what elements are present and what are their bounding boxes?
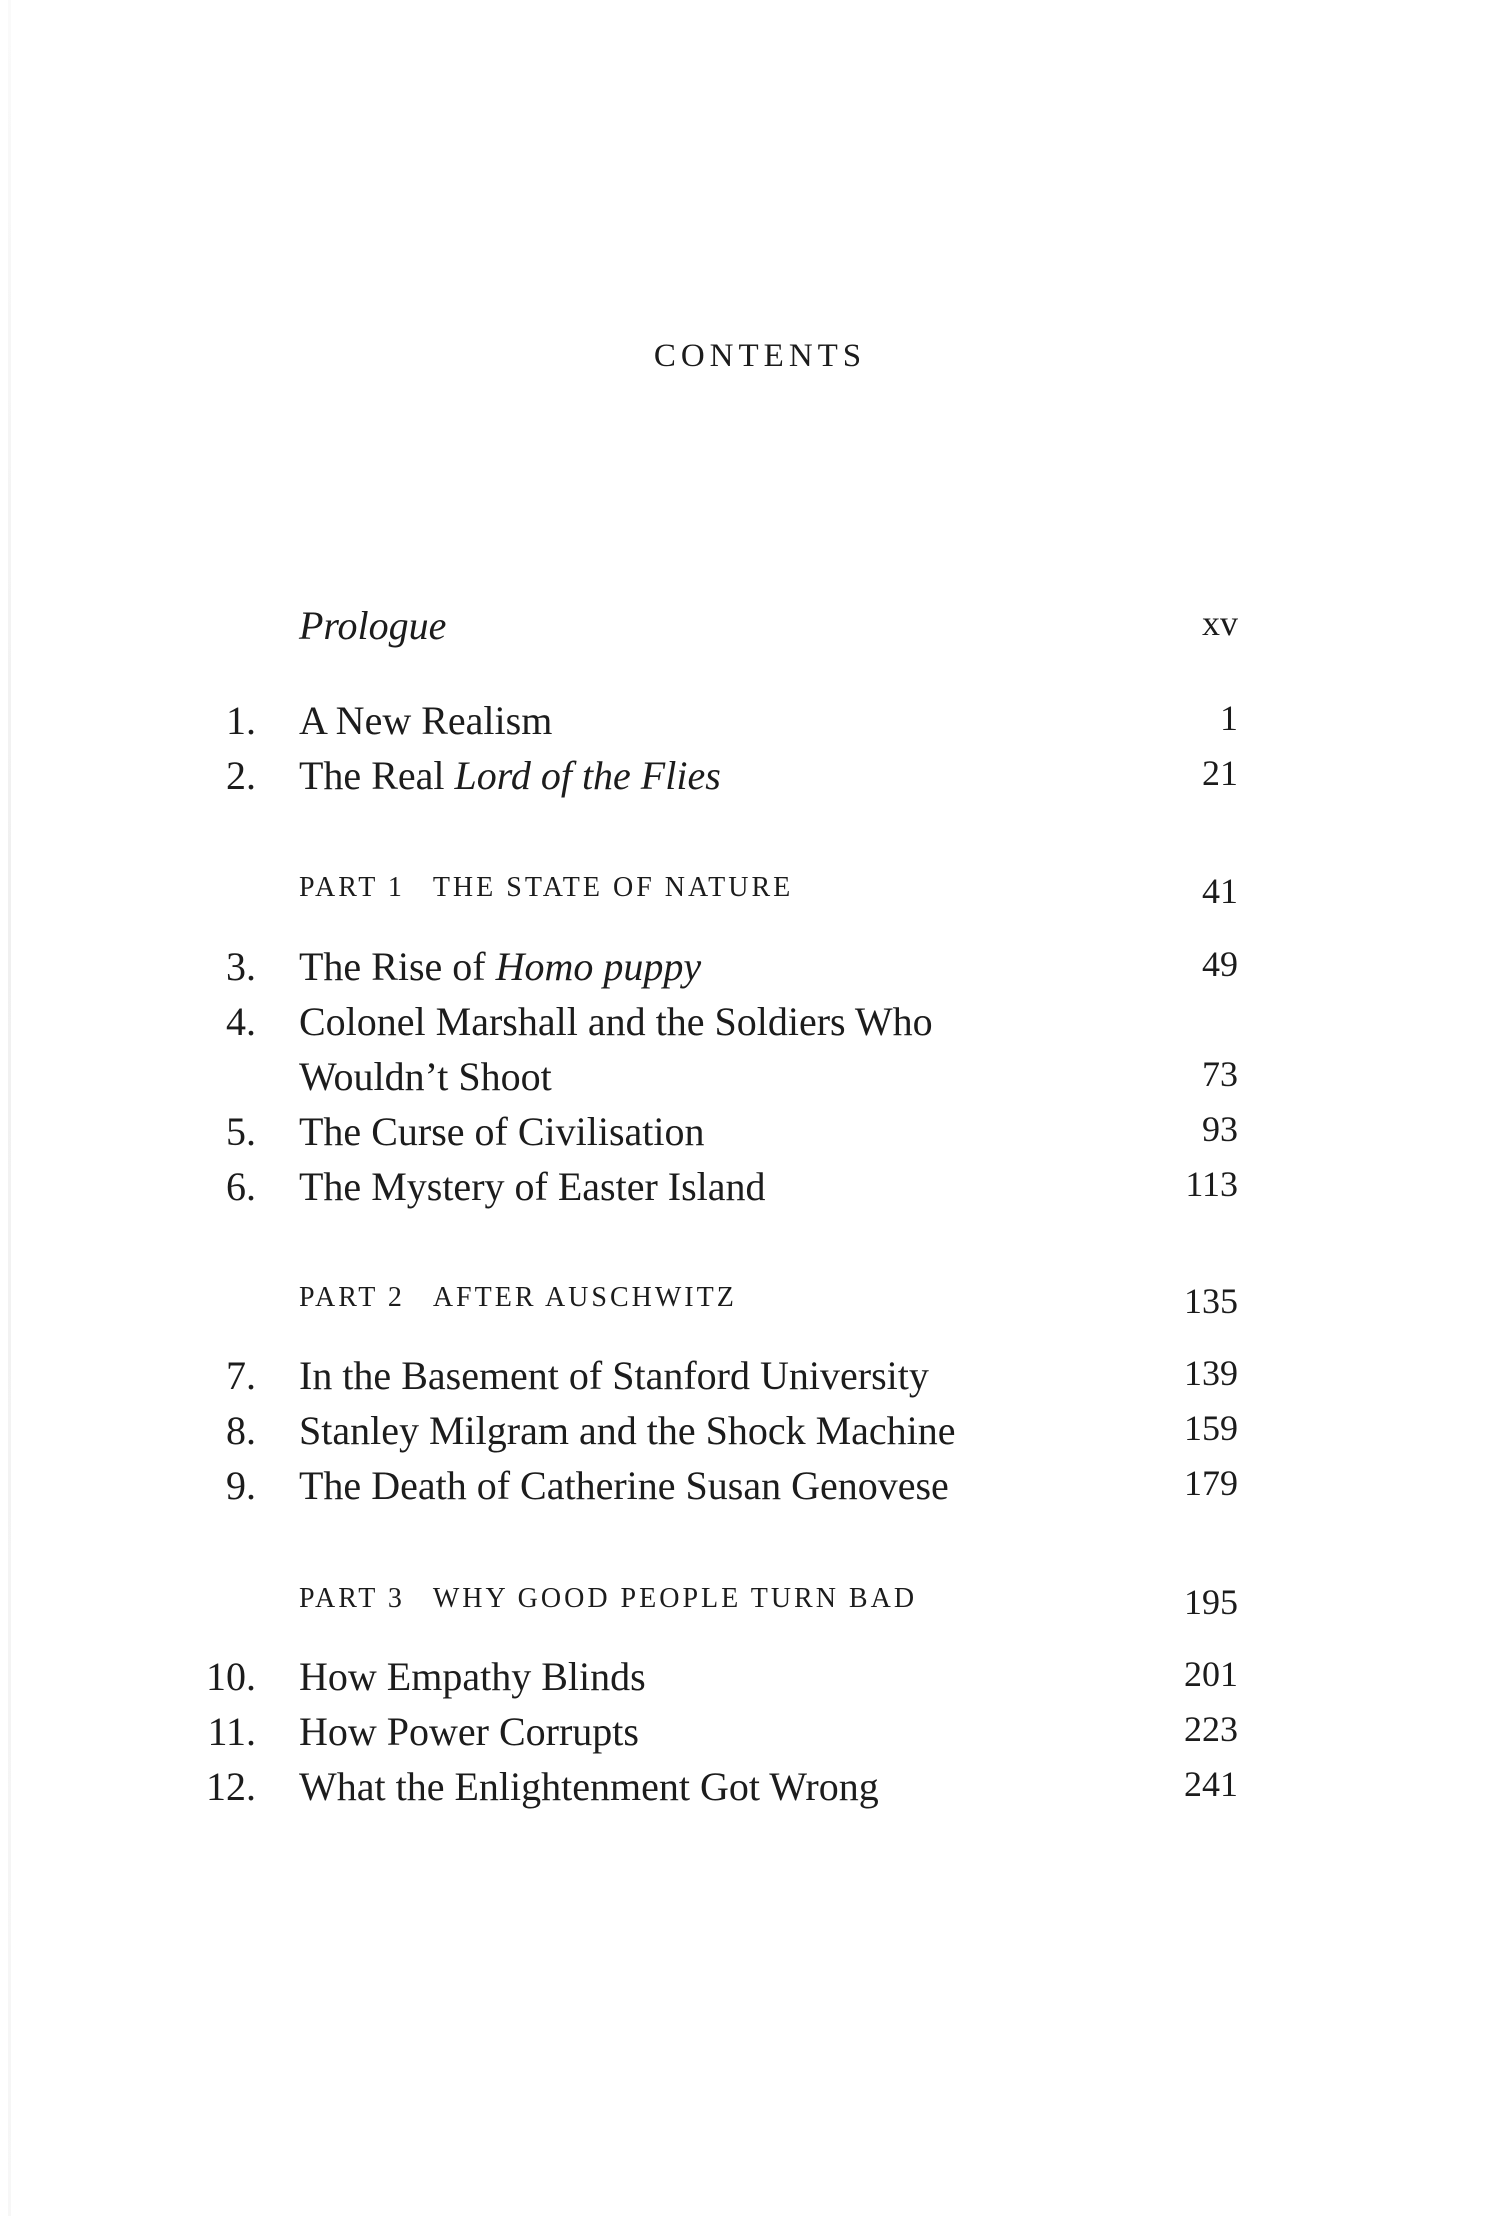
toc-entry-10	[0, 1653, 1500, 1703]
entry-page: 1	[1220, 698, 1238, 738]
entry-number: 10.	[206, 1654, 256, 1699]
entry-number: 5.	[226, 1109, 256, 1154]
entry-page: 201	[1184, 1654, 1238, 1694]
toc-entry-4-continued	[0, 1053, 1500, 1103]
toc-entry-5	[0, 1108, 1500, 1158]
entry-number: 11.	[207, 1709, 256, 1754]
part-label: PART 2 AFTER AUSCHWITZ	[299, 1282, 737, 1313]
entry-page: 73	[1202, 1054, 1238, 1094]
toc-entry-11	[0, 1708, 1500, 1758]
toc-entry-6	[0, 1163, 1500, 1213]
part-page: 195	[1184, 1582, 1238, 1622]
toc-entry-4	[0, 998, 1500, 1048]
entry-title: What the Enlightenment Got Wrong	[299, 1764, 879, 1809]
entry-page: 139	[1184, 1353, 1238, 1393]
entry-title-line1: Colonel Marshall and the Soldiers Who	[299, 999, 933, 1044]
entry-number: 8.	[226, 1408, 256, 1453]
toc-entry-3	[0, 943, 1500, 993]
toc-entry-12	[0, 1763, 1500, 1813]
entry-title: In the Basement of Stanford University	[299, 1353, 929, 1398]
toc-entry-7	[0, 1352, 1500, 1402]
entry-title: The Death of Catherine Susan Genovese	[299, 1463, 949, 1508]
entry-title: The Real Lord of the Flies	[299, 753, 721, 798]
part-heading-2	[0, 1276, 1500, 1326]
entry-number: 2.	[226, 753, 256, 798]
entry-page: 49	[1202, 944, 1238, 984]
entry-page: 223	[1184, 1709, 1238, 1749]
toc-entry-prologue	[0, 602, 1500, 652]
entry-title: Stanley Milgram and the Shock Machine	[299, 1408, 956, 1453]
entry-title: The Curse of Civilisation	[299, 1109, 705, 1154]
part-heading-3	[0, 1577, 1500, 1627]
toc-entry-9	[0, 1462, 1500, 1512]
toc-entry-2	[0, 752, 1500, 802]
entry-title: How Power Corrupts	[299, 1709, 639, 1754]
entry-number: 12.	[206, 1764, 256, 1809]
entry-title: A New Realism	[299, 698, 553, 743]
entry-number: 6.	[226, 1164, 256, 1209]
entry-page: 159	[1184, 1408, 1238, 1448]
entry-title: The Rise of Homo puppy	[299, 944, 702, 989]
entry-number: 9.	[226, 1463, 256, 1508]
part-page: 41	[1202, 871, 1238, 911]
entry-page: 93	[1202, 1109, 1238, 1149]
part-heading-1	[0, 866, 1500, 916]
entry-page: xv	[1202, 603, 1238, 643]
entry-page: 179	[1184, 1463, 1238, 1503]
part-page: 135	[1184, 1281, 1238, 1321]
entry-number: 1.	[226, 698, 256, 743]
entry-title-line2: Wouldn’t Shoot	[299, 1054, 552, 1099]
entry-number: 7.	[226, 1353, 256, 1398]
entry-page: 21	[1202, 753, 1238, 793]
entry-number: 3.	[226, 944, 256, 989]
entry-number: 4.	[226, 999, 256, 1044]
toc-entry-1	[0, 697, 1500, 747]
entry-page: 113	[1185, 1164, 1238, 1204]
entry-title: How Empathy Blinds	[299, 1654, 646, 1699]
part-label: PART 1 THE STATE OF NATURE	[299, 872, 794, 903]
toc-entry-8	[0, 1407, 1500, 1457]
part-label: PART 3 WHY GOOD PEOPLE TURN BAD	[299, 1583, 918, 1614]
page-title: CONTENTS	[653, 338, 867, 374]
entry-page: 241	[1184, 1764, 1238, 1804]
entry-title: The Mystery of Easter Island	[299, 1164, 766, 1209]
entry-title: Prologue	[299, 603, 447, 648]
